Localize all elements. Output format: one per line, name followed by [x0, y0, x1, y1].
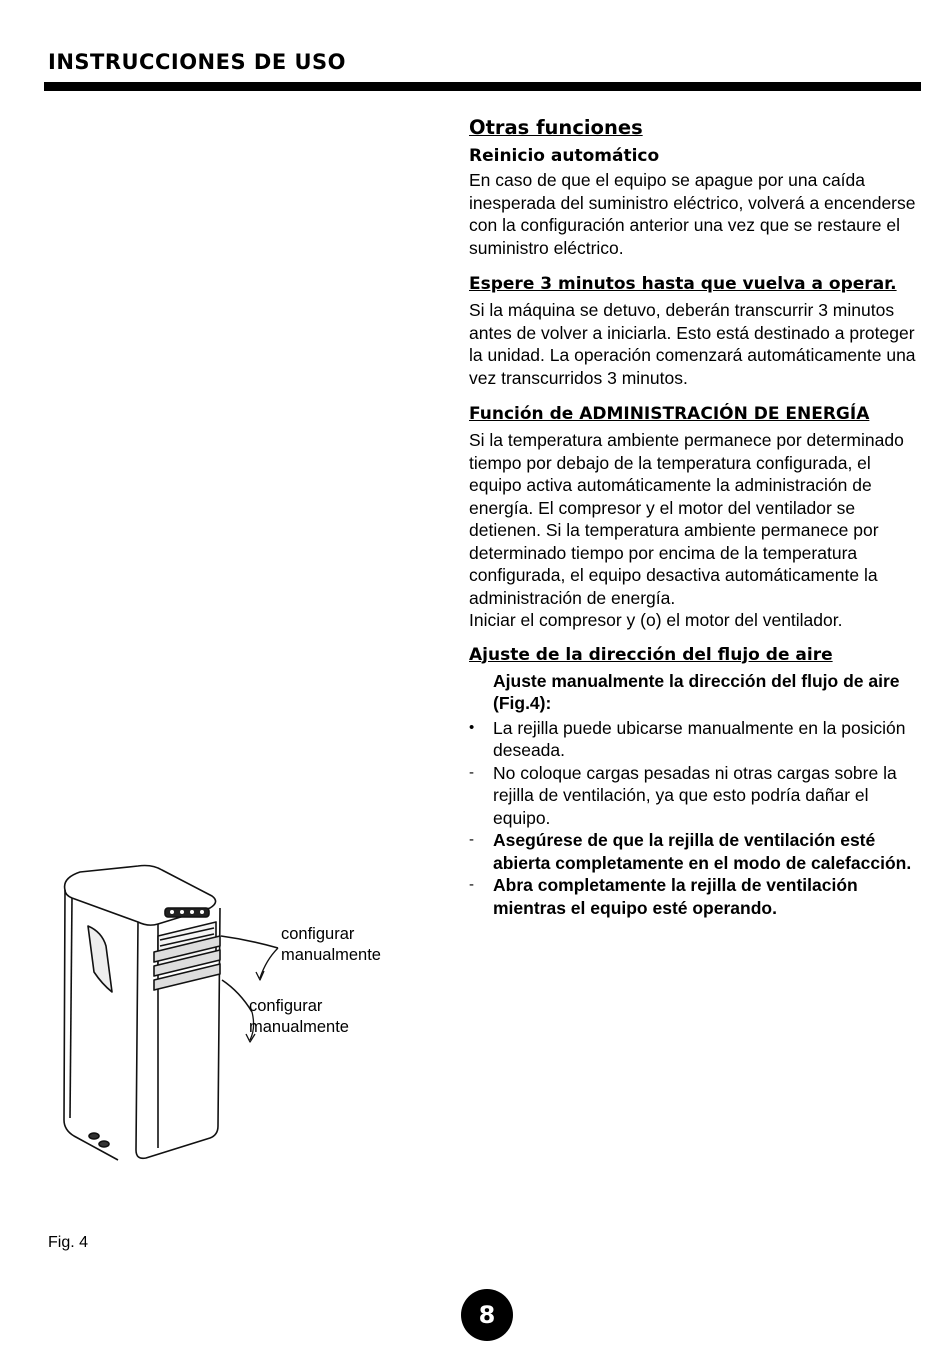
callout-upper: configurar manualmente — [281, 925, 381, 964]
auto-restart-body: En caso de que el equipo se apague por una caída inesperada del suministro eléctrico, volverá a encenderse con la configuración anterior una vez que se restaure el suministro eléctrico. — [469, 170, 916, 258]
airflow-subtitle: Ajuste manualmente la dirección del flujo de aire (Fig.4): — [493, 670, 900, 713]
figure-label: Fig. 4 — [48, 1234, 89, 1251]
callout-lower: configurar manualmente — [249, 997, 349, 1036]
section-title: Otras funciones — [469, 116, 643, 139]
page-number: 8 — [461, 1289, 513, 1341]
auto-restart-title: Reinicio automático — [469, 146, 660, 166]
wait-title: Espere 3 minutos hasta que vuelva a operar. — [469, 274, 897, 294]
bullet-marker: • — [469, 718, 475, 736]
wait-body: Si la máquina se detuvo, deberán transcurrir 3 minutos antes de volver a iniciarla. Esto está destinado a proteger la unidad. La operación comenzará automáticamente una vez transcurridos 3 minutos. — [469, 300, 916, 388]
figure-4 — [40, 850, 460, 1180]
header-rule — [44, 82, 921, 91]
airflow-list — [469, 717, 919, 920]
dash-marker: - — [469, 831, 474, 848]
page-header-title: INSTRUCCIONES DE USO — [48, 50, 347, 74]
energy-body-2: Iniciar el compresor y (o) el motor del ventilador. — [469, 610, 843, 630]
list-item: • La rejilla puede ubicarse manualmente en la posición deseada. — [469, 717, 906, 760]
energy-title: Función de ADMINISTRACIÓN DE ENERGÍA — [469, 404, 870, 424]
list-item: - Abra completamente la rejilla de ventilación mientras el equipo esté operando. — [469, 875, 858, 918]
dash-marker: - — [469, 876, 474, 893]
energy-body: Si la temperatura ambiente permanece por determinado tiempo por debajo de la temperatura configurada, el equipo activa automáticamente la administración de energía. El compresor y el motor del ventilador se detienen. Si la temperatura ambiente permanece por determinado tiempo por encima de la temperatura configurada, el equipo desactiva automáticamente la administración de energía. — [469, 430, 904, 608]
dash-marker: - — [469, 763, 474, 781]
list-item: - Asegúrese de que la rejilla de ventilación esté abierta completamente en el modo de calefacción. — [469, 830, 912, 873]
airflow-title: Ajuste de la dirección del flujo de aire — [469, 644, 833, 665]
content-column — [469, 116, 919, 919]
list-item: - No coloque cargas pesadas ni otras cargas sobre la rejilla de ventilación, ya que esto podría dañar el equipo. — [469, 762, 897, 828]
